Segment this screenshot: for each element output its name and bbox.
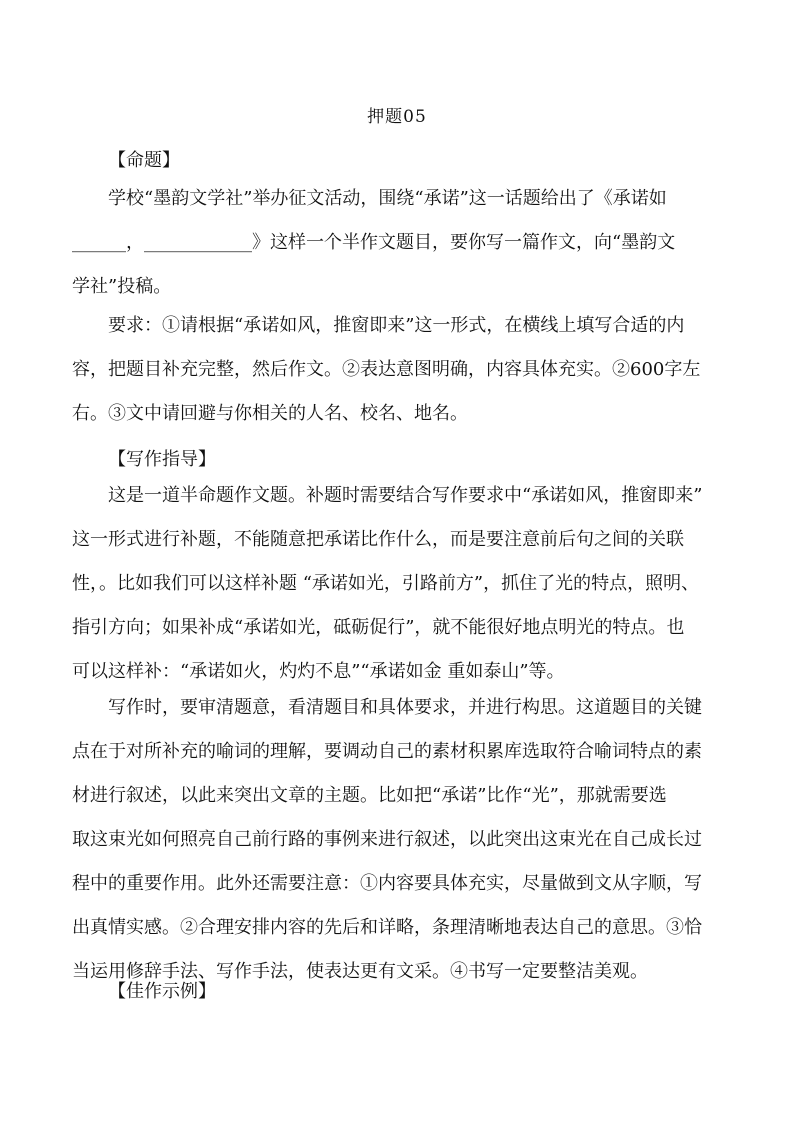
guide-line: 可以这样补：“承诺如火，灼灼不息”“承诺如金 重如泰山”等。 (72, 661, 565, 682)
prompt-heading: 【命题】 (108, 150, 180, 171)
guide-line: 性，。比如我们可以这样补题 “承诺如光，引路前方”，抓住了光的特点，照明、 (72, 573, 700, 594)
requirement-line: 容，把题目补充完整，然后作文。②表达意图明确，内容具体充实。②600字左 (72, 359, 701, 380)
guide-line: 材进行叙述，以此来突出文章的主题。比如把“承诺”比作“光”，那就需要选 (72, 785, 667, 806)
guide-heading: 【写作指导】 (108, 449, 216, 470)
guide-paragraph-1 (72, 474, 732, 694)
guide-line: 程中的重要作用。此外还需要注意：①内容要具体充实，尽量做到文从字顺，写 (72, 873, 702, 894)
guide-line: 指引方向；如果补成“承诺如光，砥砺促行”，就不能很好地点明光的特点。也 (72, 617, 685, 638)
guide-paragraph-2 (72, 686, 732, 994)
example-heading: 【佳作示例】 (108, 981, 216, 1002)
prompt-line: 学社”投稿。 (72, 276, 172, 297)
guide-line: 这是一道半命题作文题。补题时需要结合写作要求中“承诺如风，推窗即来” (108, 485, 703, 506)
guide-line: 当运用修辞手法、写作手法，使表达更有文采。④书写一定要整洁美观。 (72, 961, 648, 982)
prompt-line: 学校“墨韵文学社”举办征文活动，围绕“承诺”这一话题给出了《承诺如 (108, 188, 667, 209)
document-title: 押题05 (367, 107, 427, 127)
requirement-line: 要求：①请根据“承诺如风，推窗即来”这一形式，在横线上填写合适的内 (108, 315, 685, 336)
guide-line: 这一形式进行补题，不能随意把承诺比作什么，而是要注意前后句之间的关联 (72, 529, 684, 550)
requirement-paragraph (72, 304, 732, 436)
requirement-line: 右。③文中请回避与你相关的人名、校名、地名。 (72, 403, 468, 424)
prompt-paragraph (72, 177, 732, 309)
prompt-line: ______，____________》这样一个半作文题目，要你写一篇作文，向“墨韵文 (72, 232, 676, 253)
guide-line: 写作时，要审清题意，看清题目和具体要求，并进行构思。这道题目的关键 (108, 697, 702, 718)
guide-line: 取这束光如何照亮自己前行路的事例来进行叙述，以此突出这束光在自己成长过 (72, 829, 702, 850)
guide-line: 出真情实感。②合理安排内容的先后和详略，条理清晰地表达自己的意思。③恰 (72, 917, 702, 938)
guide-line: 点在于对所补充的喻词的理解，要调动自己的素材积累库选取符合喻词特点的素 (72, 741, 702, 762)
